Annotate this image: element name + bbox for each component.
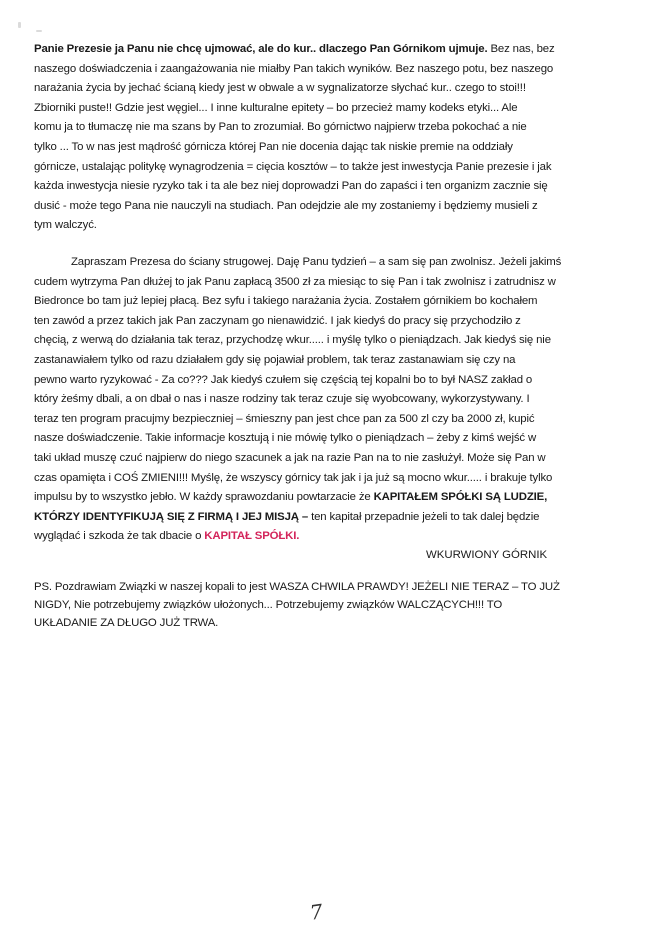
text-segment: każda inwestycja niesie ryzyko tak i ta ale bez niej doprowadzi Pan do zapaści i ten organizm zacznie się [34, 180, 548, 193]
text-line [34, 596, 644, 614]
text-line [34, 351, 644, 371]
text-segment: Zbiorniki puste!! Gdzie jest węgiel... I inne kulturalne epitety – bo przecież mamy kodeks etyki... Ale [34, 101, 518, 114]
text-line [34, 177, 644, 197]
text-segment: teraz ten program pracujmy bezpieczniej – śmieszny pan jest chce pan za 500 zl czy ba 2000 zł, kupić [34, 412, 535, 425]
text-segment: górnicze, ustalając politykę wynagrodzenia = cięcia kosztów – to także jest inwestycja Panie prezesie i jak [34, 160, 552, 173]
text-segment: ten kapitał przepadnie jeżeli to tak dalej będzie [308, 510, 540, 523]
text-line [34, 469, 644, 489]
text-line [34, 578, 644, 596]
text-segment: tylko ... To w nas jest mądrość górnicza której Pan nie docenia dając tak niskie premie na oddziały [34, 140, 513, 153]
text-line [34, 40, 644, 60]
text-segment: Bez nas, bez [487, 43, 555, 55]
text-segment: wyglądać i szkoda że tak dbacie o [34, 530, 205, 543]
text-segment: NIGDY, Nie potrzebujemy związków ułożonych... Potrzebujemy związków WALCZĄCYCH!!! TO [34, 599, 503, 611]
text-line [34, 216, 644, 236]
paragraph-2 [34, 253, 644, 547]
text-line [34, 60, 644, 80]
text-line [34, 449, 644, 469]
text-line [34, 273, 644, 293]
text-line [34, 429, 644, 449]
bold-text: KTÓRZY IDENTYFIKUJĄ SIĘ Z FIRMĄ I JEJ MISJĄ – [34, 510, 309, 523]
text-segment: dusić - może tego Pana nie nauczyli na studiach. Pan odejdzie ale my zostaniemy i będziemy musieli z [34, 199, 538, 212]
postscript [34, 578, 644, 632]
text-segment: taki układ muszę czuć najpierw do niego szacunek a jak na razie Pan na to nie zasłużył. Może się Pan w [34, 451, 546, 464]
text-segment: chęcią, z werwą do działania tak teraz, przychodzę wkur..... i myślę tylko o pieniądzach. Jak kiedyś się nie [34, 334, 551, 347]
text-line [34, 99, 644, 119]
scan-smudge [18, 22, 21, 28]
text-segment: cudem wytrzyma Pan dłużej to jak Panu zapłacą 3500 zł za miesiąc to się Pan i tak zwolnisz i zatrudnisz w [34, 275, 556, 288]
text-line [34, 390, 644, 410]
paragraph-1 [34, 40, 644, 236]
text-line [34, 614, 644, 632]
text-line [34, 508, 644, 528]
text-segment: Zapraszam Prezesa do ściany strugowej. Daję Panu tydzień – a sam się pan zwolnisz. Jeżeli jakimś [71, 256, 562, 268]
text-line [34, 312, 644, 332]
text-segment: pewno warto ryzykować - Za co??? Jak kiedyś czułem się częścią tej kopalni bo to był NASZ zakład o [34, 373, 533, 386]
text-line [34, 331, 644, 351]
text-segment: Biedronce bo tam już lepiej płacą. Bez syfu i takiego narażania życia. Zostałem górnikiem bo kochałem [34, 295, 538, 308]
text-segment: komu ja to tłumaczę nie ma szans by Pan to zrozumiał. Bo górnictwo najpierw trzeba pokochać a nie [34, 121, 527, 134]
text-segment: czas opamięta i COŚ ZMIENI!!! Myślę, że wszyscy górnicy tak jak i ja już są mocno wkur..... i brakuje tylko [34, 471, 553, 484]
text-segment: który żeśmy dbali, a on dbał o nas i nasze rodziny tak teraz czuje się wyobcowany, wykorzystywany. I [34, 393, 530, 406]
text-line [34, 371, 644, 391]
text-line [34, 488, 644, 508]
scan-smudge [36, 30, 42, 32]
text-line [34, 118, 644, 138]
text-line [34, 292, 644, 312]
text-line [34, 410, 644, 430]
text-line [34, 197, 644, 217]
bold-text: Panie Prezesie ja Panu nie chcę ujmować, ale do kur.. dlaczego Pan Górnikom ujmuje. [34, 43, 488, 55]
highlighted-text: KAPITAŁ SPÓŁKI. [204, 530, 300, 543]
text-line [34, 253, 644, 273]
page-number: 7 [308, 899, 325, 925]
text-line [34, 79, 644, 99]
signature: WKURWIONY GÓRNIK [426, 549, 548, 561]
text-segment: PS. Pozdrawiam Związki w naszej kopali to jest WASZA CHWILA PRAWDY! JEŻELI NIE TERAZ – TO JUŻ [34, 581, 560, 593]
text-segment: ten zawód a przez takich jak Pan zaczynam go nienawidzić. I jak kiedyś do pracy się przychodziło z [34, 314, 521, 327]
text-segment: impulsu by to wszystko jebło. W każdy sprawozdaniu powtarzacie że [34, 491, 374, 504]
text-segment: UKŁADANIE ZA DŁUGO JUŻ TRWA. [34, 617, 219, 629]
text-line [34, 158, 644, 178]
text-line [34, 527, 644, 547]
text-segment: narażania życia by jechać ścianą kiedy jest w obwale a w sygnalizatorze słychać kur.. czego to stoi!!! [34, 82, 526, 95]
text-segment: nasze doświadczenie. Takie informacje kosztują i nie mówię tylko o pieniądzach – żeby z kimś wejść w [34, 432, 537, 445]
text-line [34, 138, 644, 158]
bold-text: KAPITAŁEM SPÓŁKI SĄ LUDZIE, [373, 491, 548, 504]
text-segment: tym walczyć. [34, 219, 97, 232]
text-segment: zastanawiałem tylko od razu działałem gdy się pojawiał problem, tak teraz zastanawiam się czy na [34, 353, 516, 366]
text-segment: naszego doświadczenia i zaangażowania nie miałby Pan takich wyników. Bez naszego potu, bez naszego [34, 62, 554, 75]
